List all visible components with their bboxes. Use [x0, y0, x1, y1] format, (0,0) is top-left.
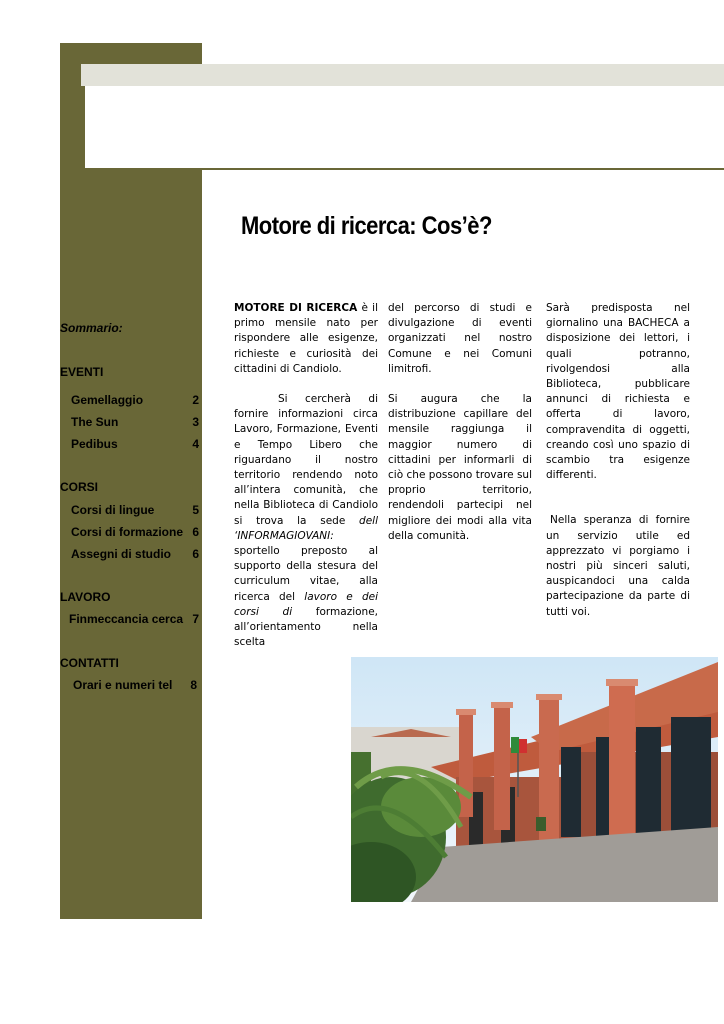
toc-item-page: 5	[192, 503, 199, 517]
lead-text: MOTORE DI RICERCA	[234, 302, 358, 314]
toc-item[interactable]	[71, 415, 199, 429]
toc-item[interactable]	[71, 503, 199, 517]
toc-item-page: 6	[192, 547, 199, 561]
article-column-2	[388, 301, 532, 544]
toc-item-page: 7	[192, 612, 199, 626]
paragraph: MOTORE DI RICERCA è il primo mensile nato per rispondere alle esigenze, richieste e curiosità dei cittadini di Candiolo.	[234, 302, 378, 375]
article-column-3	[546, 301, 690, 620]
toc-item-label: Finmeccancia cerca	[69, 612, 184, 626]
toc-item[interactable]	[71, 393, 199, 407]
toc-section-eventi: EVENTI	[60, 365, 104, 379]
toc-item-label: Orari e numeri tel	[73, 678, 173, 692]
toc-item-label: The Sun	[71, 415, 119, 429]
toc-item-page: 4	[192, 437, 199, 451]
page-title: Motore di ricerca: Cos’è?	[241, 212, 492, 240]
library-building-photo	[351, 657, 718, 902]
header-rule	[85, 168, 724, 170]
header-strip	[81, 64, 724, 86]
library-photo-illustration	[351, 657, 718, 902]
toc-item[interactable]	[69, 612, 199, 626]
toc-section-contatti: CONTATTI	[60, 656, 119, 670]
toc-item-label: Corsi di lingue	[71, 503, 155, 517]
toc-item-label: Assegni di studio	[71, 547, 172, 561]
toc-item[interactable]	[71, 547, 199, 561]
toc-item[interactable]	[73, 678, 197, 692]
toc-item-label: Pedibus	[71, 437, 118, 451]
paragraph: Nella speranza di fornire un servizio utile ed apprezzato vi porgiamo i nostri più sinceri saluti, auspicandoci una calda partecipazione da parte di tutti voi.	[546, 514, 690, 618]
article-column-1	[234, 301, 378, 650]
toc-item-page: 8	[190, 678, 197, 692]
paragraph: Si cercherà di fornire informazioni circa Lavoro, Formazione, Eventi e Tempo Libero che riguardano il nostro territorio rendendo noto all’intera comunità, che nella Biblioteca di Candiolo si trova la sede dell ‘INFORMAGIOVANI: sportello preposto al supporto della stesura del curriculum vitae, alla ricerca del lavoro e dei corsi di formazione, all’orientamento nella scelta	[234, 393, 379, 649]
paragraph: Si augura che la distribuzione capillare del mensile raggiunga il maggior numero di cittadini per informarli di ciò che possono trovare sul proprio territorio, rendendoli partecipi nel migliore dei modi alla vita della comunità.	[388, 393, 532, 542]
toc-section-corsi: CORSI	[60, 480, 99, 494]
toc-item-page: 3	[192, 415, 199, 429]
paragraph: Sarà predisposta nel giornalino una BACHECA a disposizione dei lettori, i quali potranno, rivolgendosi alla Biblioteca, pubblicare annunci di richiesta e offerta di lavoro, compravendita di oggetti, creando così uno spazio di scambio tra esigenze differenti.	[546, 302, 690, 482]
toc-section-lavoro: LAVORO	[60, 590, 111, 604]
toc-item[interactable]	[71, 437, 199, 451]
toc-item-label: Corsi di formazione	[71, 525, 184, 539]
toc-item-label: Gemellaggio	[71, 393, 144, 407]
header-box	[85, 86, 724, 168]
paragraph: del percorso di studi e divulgazione di eventi organizzati nel nostro Comune e nei Comuni limitrofi.	[388, 302, 532, 375]
toc-item-page: 6	[192, 525, 199, 539]
toc-item-page: 2	[192, 393, 199, 407]
toc-item[interactable]	[71, 525, 199, 539]
toc-heading: Sommario:	[60, 321, 123, 335]
